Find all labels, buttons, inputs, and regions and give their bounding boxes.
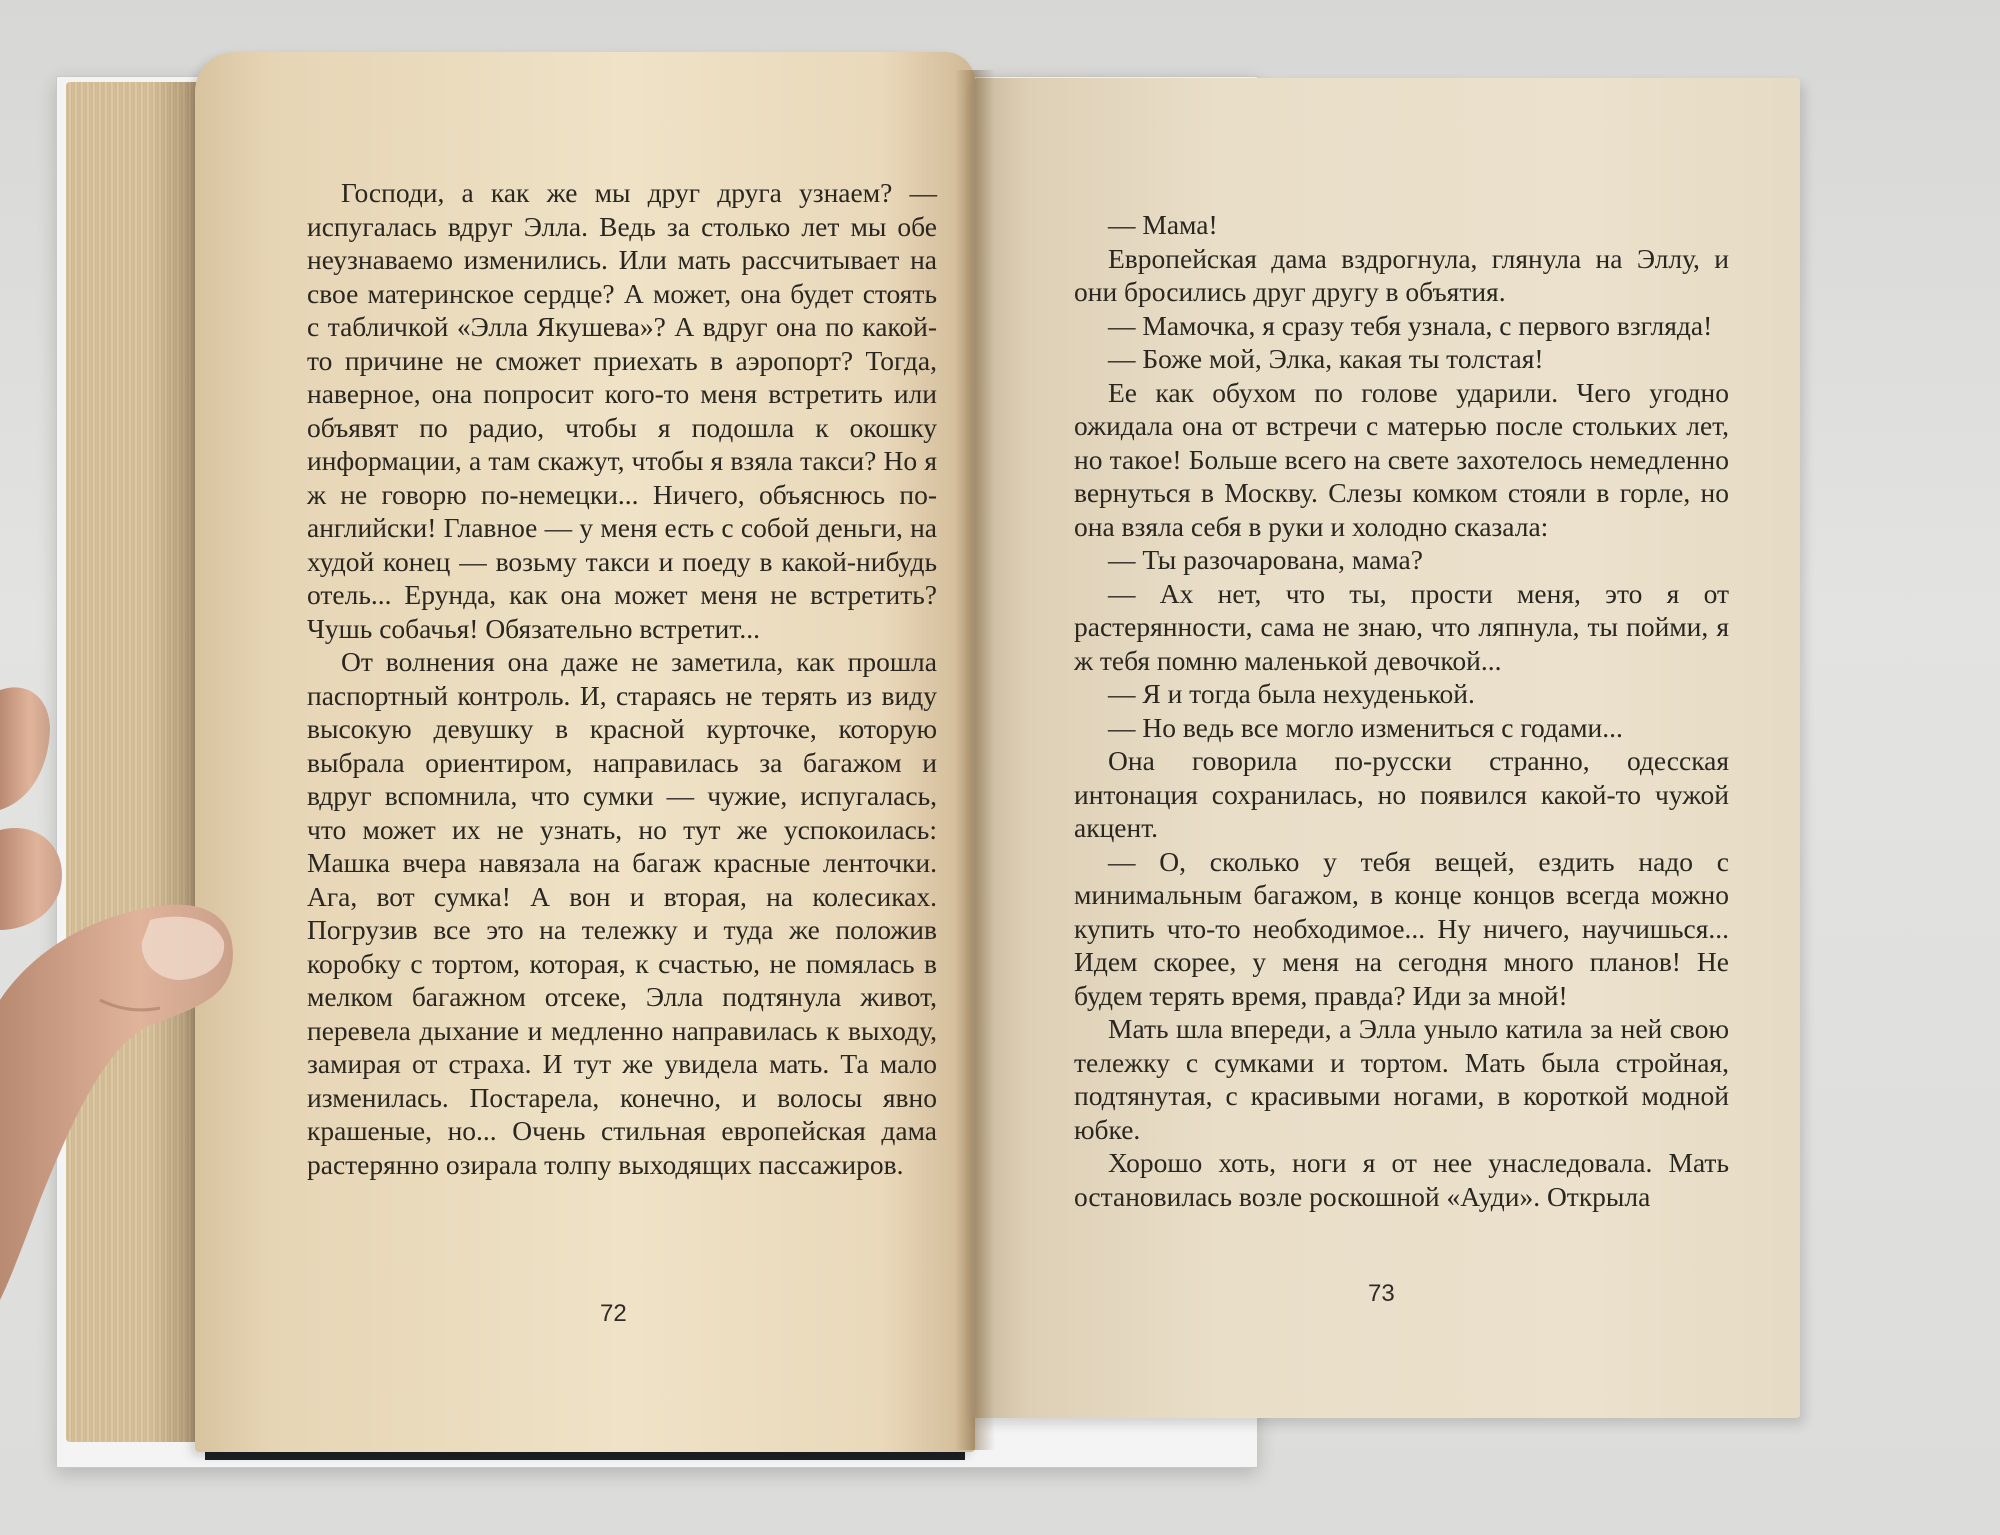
left-page xyxy=(195,52,975,1452)
paragraph: От волнения она даже не заметила, как прошла паспортный контроль. И, стараясь не терять из виду высокую девушку в красной курточке, которую выбрала ориентиром, направилась за багажом и вдруг вспомнила, что сумки — чужие, испугалась, что может их не узнать, но тут же успокоилась: Машка вчера навязала на багаж красные ленточки. Ага, вот сумка! А вон и вторая, на колесиках. Погрузив все это на тележку и туда же положив коробку с тортом, которая, к счастью, не помялась в мелком багажном отсеке, Элла подтянула живот, перевела дыхание и медленно направилась к выходу, замирая от страха. И тут же увидела мать. Та мало изменилась. Постарела, конечно, и волосы явно крашеные, но... Очень стильная европейская дама растерянно озирала толпу выходящих пассажиров. xyxy=(307,646,937,1180)
paragraph: Она говорила по-русски странно, одесская интонация сохранилась, но появился какой-то чужой акцент. xyxy=(1074,745,1729,843)
paragraph: — Но ведь все могло измениться с годами... xyxy=(1108,711,1623,743)
paragraph: Ее как обухом по голове ударили. Чего угодно ожидала она от встречи с матерью после стольких лет, но такое! Больше всего на свете захотелось немедленно вернуться в Москву. Слезы комком стояли в горле, но она взяла себя в руки и холодно сказала: xyxy=(1074,376,1729,542)
right-page xyxy=(972,78,1800,1418)
paragraph: — Я и тогда была нехуденькой. xyxy=(1108,678,1475,709)
hand-holding-book xyxy=(0,680,260,1340)
page-number: 73 xyxy=(1368,1280,1395,1307)
paragraph: Мать шла впереди, а Элла уныло катила за ней свою тележку с сумками и тортом. Мать была стройная, подтянутая, с красивыми ногами, в короткой модной юбке. xyxy=(1074,1013,1729,1145)
paragraph: — О, сколько у тебя вещей, ездить надо с минимальным багажом, в конце концов всегда можно купить что-то необходимое... Ну ничего, научишься... Идем скорее, у меня на сегодня много планов! Не будем терять время, правда? Иди за мной! xyxy=(1074,845,1729,1011)
paragraph: Господи, а как же мы друг друга узнаем? — испугалась вдруг Элла. Ведь за столько лет мы обе неузнаваемо изменились. Или мать рассчитывает на свое материнское сердце? А может, она будет стоять с табличкой «Элла Якушева»? А вдруг она по какой-то причине не сможет приехать в аэропорт? Тогда, наверное, она попросит кого-то меня встретить или объявят по радио, чтобы я подошла к окошку информации, а там скажут, чтобы я взяла такси? Но я ж не говорю по-немецки... Ничего, объяснюсь по-английски! Главное — у меня есть с собой деньги, на худой конец — возьму такси и поеду в какой-нибудь отель... Ерунда, как она может меня не встретить? Чушь собачья! Обязательно встретит... xyxy=(307,177,937,644)
page-number: 72 xyxy=(600,1300,627,1327)
paragraph: — Боже мой, Элка, какая ты толстая! xyxy=(1108,343,1544,374)
paragraph: — Ах нет, что ты, прости меня, это я от растерянности, сама не знаю, что ляпнула, ты пойми, я ж тебя помню маленькой девочкой... xyxy=(1074,577,1729,676)
paragraph: — Мамочка, я сразу тебя узнала, с первого взгляда! xyxy=(1108,309,1713,341)
right-page-text xyxy=(1074,208,1729,1213)
left-page-text xyxy=(307,176,937,1181)
paragraph: — Ты разочарована, мама? xyxy=(1108,544,1423,575)
book-gutter-shadow xyxy=(955,70,995,1450)
paragraph: Европейская дама вздрогнула, глянула на Эллу, и они бросились друг другу в объятия. xyxy=(1074,242,1729,307)
paragraph: Хорошо хоть, ноги я от нее унаследовала. Мать остановилась возле роскошной «Ауди». Открыла xyxy=(1074,1147,1729,1212)
paragraph: — Мама! xyxy=(1108,209,1218,240)
